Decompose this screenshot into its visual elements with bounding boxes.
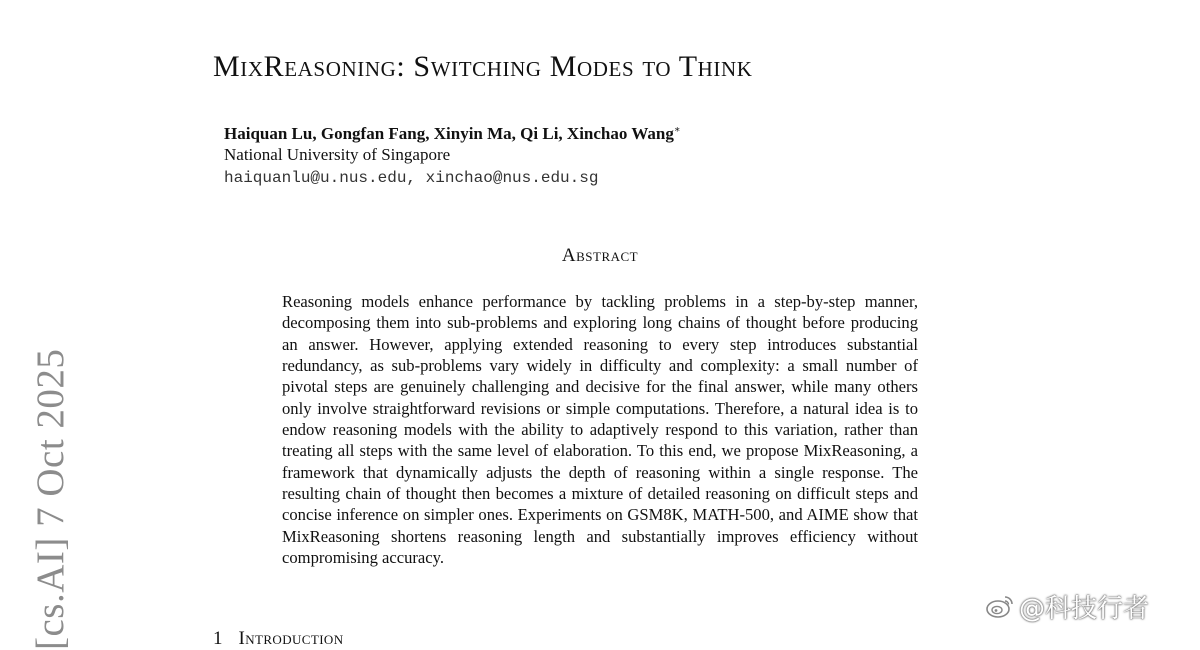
- author-list: [224, 124, 681, 144]
- abstract-text: Reasoning models enhance performance by tackling problems in a step-by-step manner, decomposing them into sub-problems and exploring long chains of thought before producing an answer. However, applying extended reasoning to every step introduces substantial redundancy, as sub-problems vary widely in difficulty and complexity: a small number of pivotal steps are genuinely challenging and decisive for the final answer, while many others only involve straightforward revisions or simple computations. Therefore, a natural idea is to endow reasoning models with the ability to adaptively respond to this variation, rather than treating all steps with the same level of elaboration. To this end, we propose MixReasoning, a framework that dynamically adjusts the depth of reasoning within a single response. The resulting chain of thought then becomes a mixture of detailed reasoning on difficult steps and concise inference on simpler ones. Experiments on GSM8K, MATH-500, and AIME show that MixReasoning shortens reasoning length and substantially improves efficiency without compromising accuracy.: [282, 292, 918, 568]
- watermark: [985, 588, 1149, 625]
- abstract-heading: Abstract: [561, 245, 639, 266]
- paper-title: MixReasoning: Switching Modes to Think: [213, 50, 753, 83]
- author-names: Haiquan Lu, Gongfan Fang, Xinyin Ma, Qi Li, Xinchao Wang: [224, 124, 674, 143]
- watermark-text: @科技行者: [1019, 594, 1150, 624]
- weibo-logo-icon: [985, 594, 1015, 620]
- affiliation: National University of Singapore: [224, 145, 451, 164]
- section-title: Introduction: [238, 628, 344, 649]
- section-heading: [213, 628, 344, 650]
- arxiv-stamp: [cs.AI] 7 Oct 2025: [29, 348, 72, 650]
- author-emails: haiquanlu@u.nus.edu, xinchao@nus.edu.sg: [224, 169, 599, 187]
- section-number: 1: [213, 628, 223, 649]
- corresponding-author-mark: ∗: [673, 124, 681, 136]
